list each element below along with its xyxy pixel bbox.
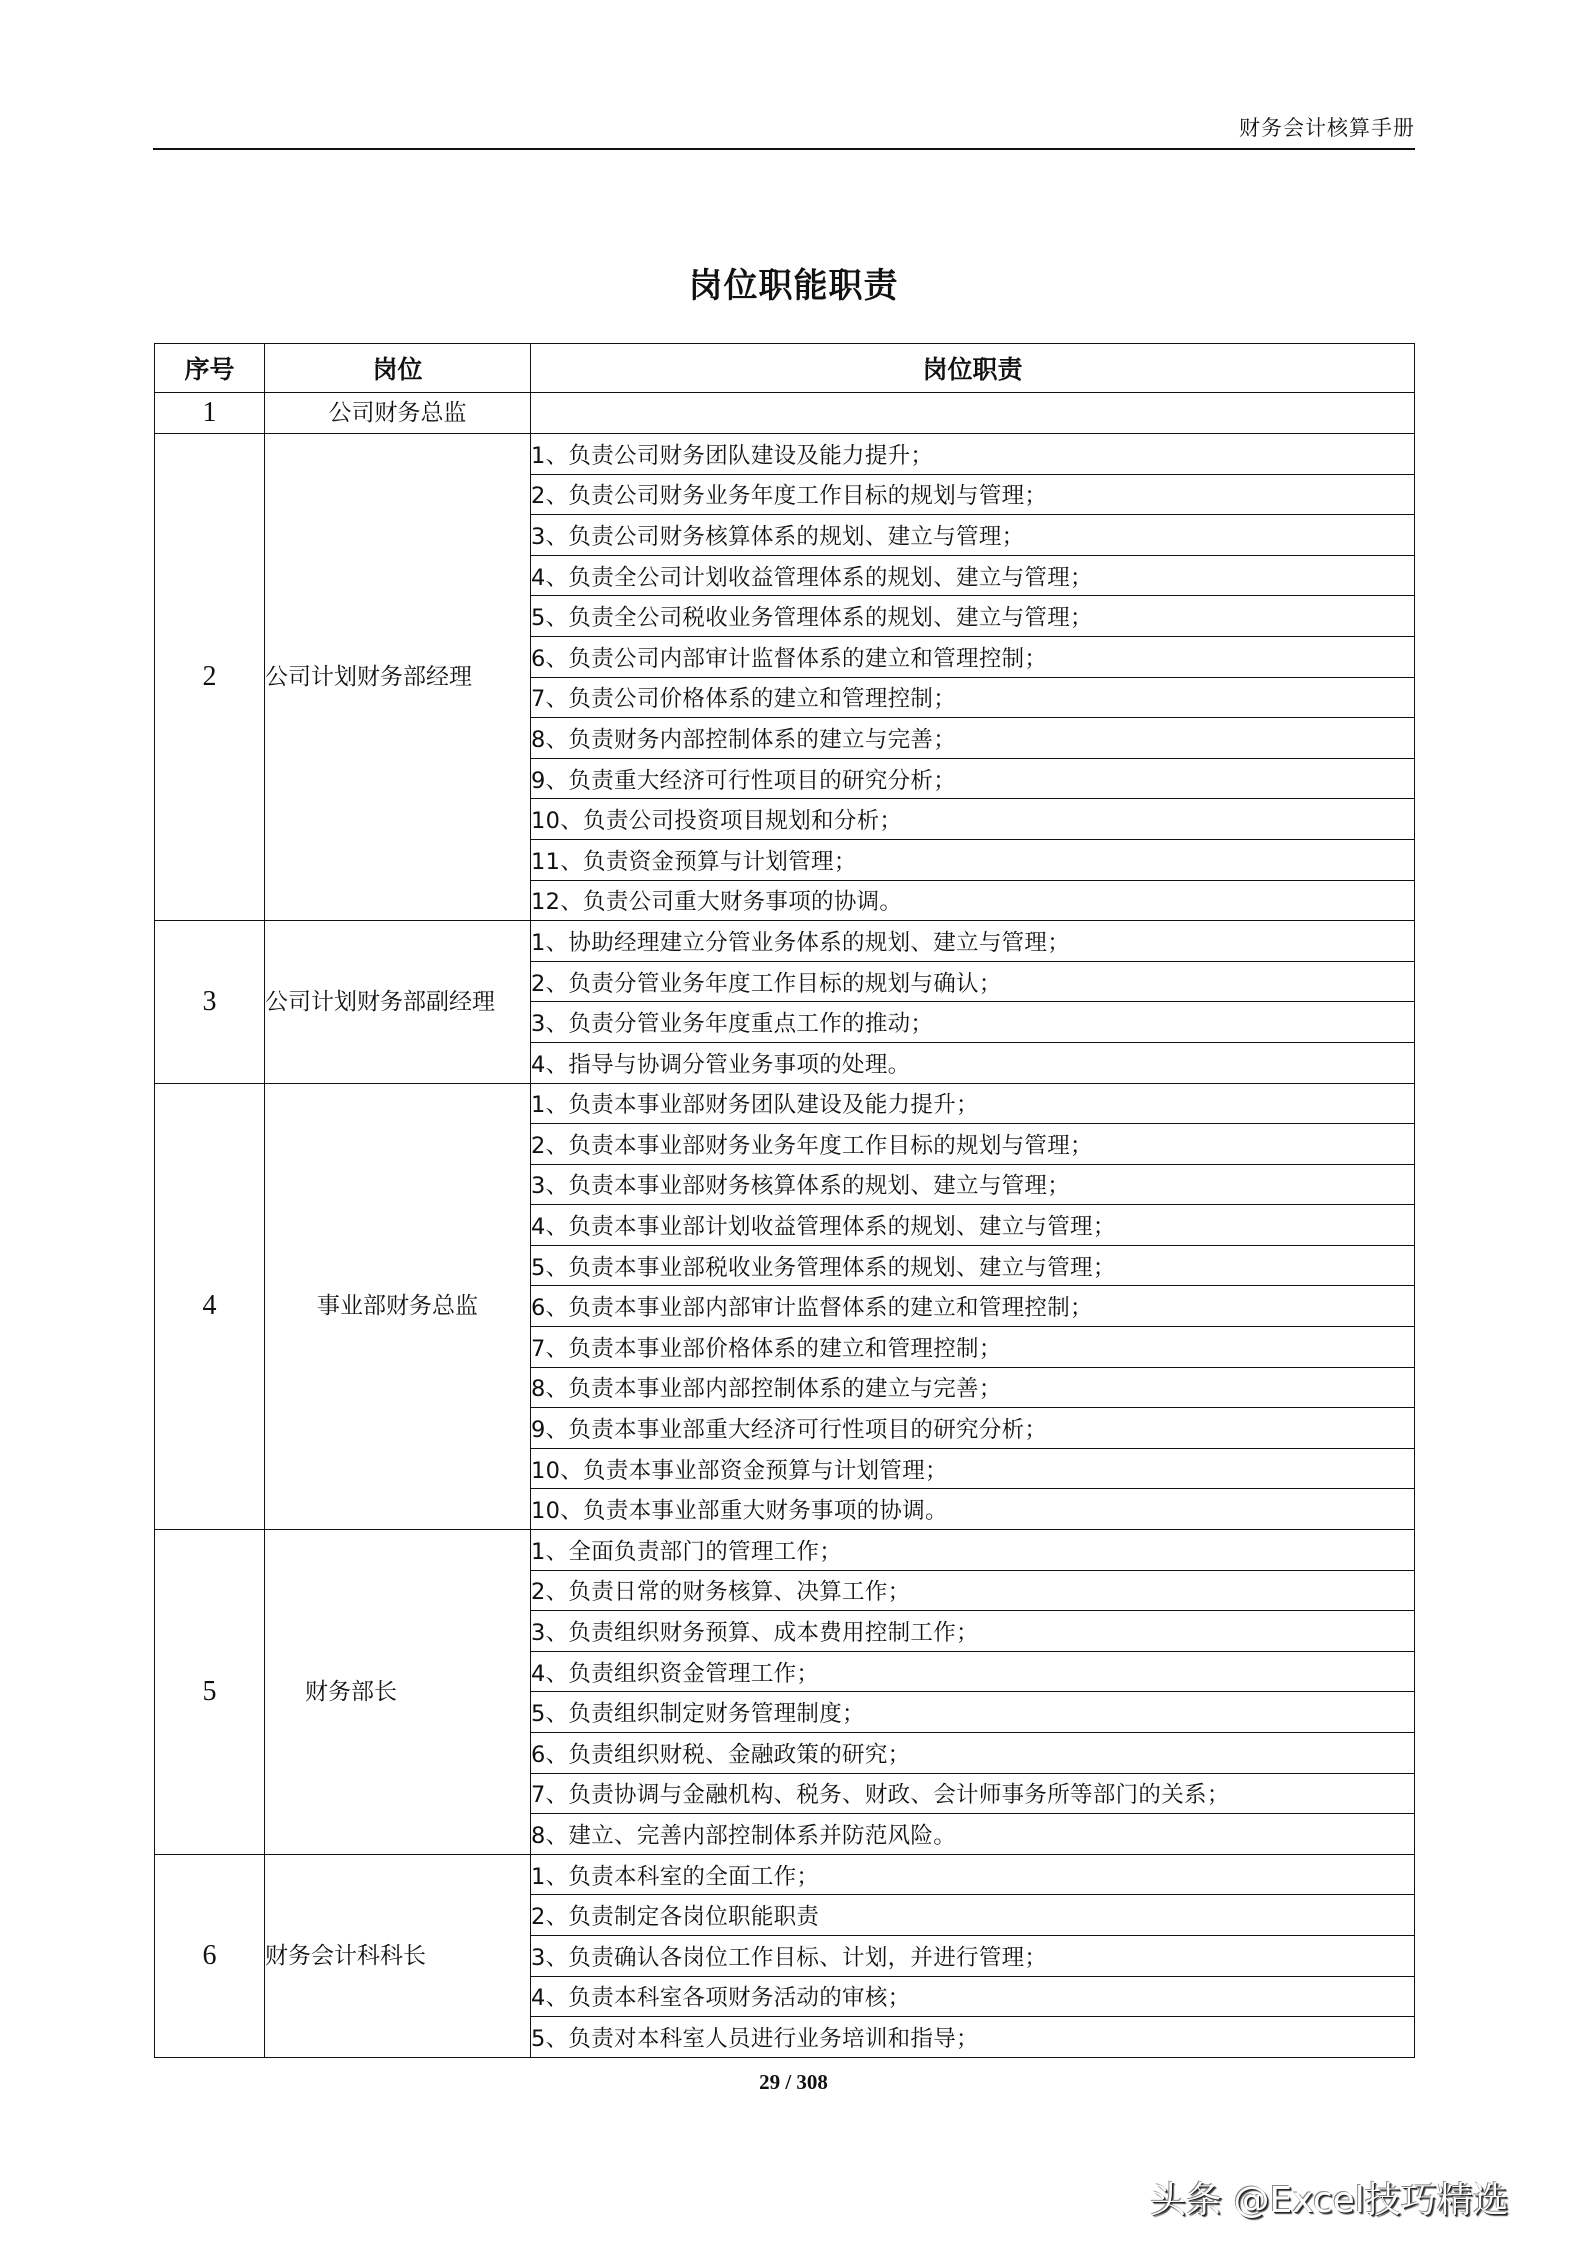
duty-item: 6、负责组织财税、金融政策的研究；	[531, 1733, 1415, 1774]
row-number: 1	[155, 393, 265, 434]
duty-item: 3、负责本事业部财务核算体系的规划、建立与管理；	[531, 1164, 1415, 1205]
duty-item: 2、负责本事业部财务业务年度工作目标的规划与管理；	[531, 1124, 1415, 1165]
duty-item: 3、负责组织财务预算、成本费用控制工作；	[531, 1611, 1415, 1652]
row-number: 6	[155, 1854, 265, 2057]
duty-item: 3、负责确认各岗位工作目标、计划，并进行管理；	[531, 1935, 1415, 1976]
duty-item: 5、负责组织制定财务管理制度；	[531, 1692, 1415, 1733]
duty-item: 4、负责组织资金管理工作；	[531, 1651, 1415, 1692]
column-header-position: 岗位	[265, 344, 531, 393]
table-header-row	[155, 344, 1415, 393]
duty-item: 10、负责本事业部资金预算与计划管理；	[531, 1448, 1415, 1489]
duty-item: 3、负责分管业务年度重点工作的推动；	[531, 1002, 1415, 1043]
duty-item: 10、负责公司投资项目规划和分析；	[531, 799, 1415, 840]
row-number: 5	[155, 1530, 265, 1855]
column-header-no: 序号	[155, 344, 265, 393]
duty-item: 8、建立、完善内部控制体系并防范风险。	[531, 1814, 1415, 1855]
duty-item: 2、负责分管业务年度工作目标的规划与确认；	[531, 961, 1415, 1002]
duty-item: 5、负责全公司税收业务管理体系的规划、建立与管理；	[531, 596, 1415, 637]
duty-item: 1、全面负责部门的管理工作；	[531, 1530, 1415, 1571]
row-number: 3	[155, 921, 265, 1083]
duty-item: 6、负责公司内部审计监督体系的建立和管理控制；	[531, 636, 1415, 677]
position-name: 公司计划财务部副经理	[265, 921, 531, 1083]
duty-item: 1、负责公司财务团队建设及能力提升；	[531, 434, 1415, 475]
duty-item: 8、负责财务内部控制体系的建立与完善；	[531, 718, 1415, 759]
duty-item: 7、负责协调与金融机构、税务、财政、会计师事务所等部门的关系；	[531, 1773, 1415, 1814]
duty-item: 7、负责本事业部价格体系的建立和管理控制；	[531, 1327, 1415, 1368]
duty-item: 12、负责公司重大财务事项的协调。	[531, 880, 1415, 921]
duty-item: 4、负责本科室各项财务活动的审核；	[531, 1976, 1415, 2017]
position-name: 事业部财务总监	[265, 1083, 531, 1530]
duty-item: 10、负责本事业部重大财务事项的协调。	[531, 1489, 1415, 1530]
duty-item: 8、负责本事业部内部控制体系的建立与完善；	[531, 1367, 1415, 1408]
duties-table	[154, 343, 1415, 2058]
manual-title: 财务会计核算手册	[1239, 116, 1415, 140]
duty-item	[531, 393, 1415, 434]
header-rule	[153, 148, 1415, 150]
duty-item: 1、负责本事业部财务团队建设及能力提升；	[531, 1083, 1415, 1124]
duty-item: 2、负责制定各岗位职能职责	[531, 1895, 1415, 1936]
table-row	[155, 434, 1415, 475]
page-number: 29 / 308	[759, 2070, 828, 2094]
duty-item: 5、负责本事业部税收业务管理体系的规划、建立与管理；	[531, 1245, 1415, 1286]
duty-item: 9、负责重大经济可行性项目的研究分析；	[531, 758, 1415, 799]
duty-item: 4、负责本事业部计划收益管理体系的规划、建立与管理；	[531, 1205, 1415, 1246]
running-header	[153, 104, 1415, 150]
duty-item: 2、负责日常的财务核算、决算工作；	[531, 1570, 1415, 1611]
position-name: 公司财务总监	[265, 393, 531, 434]
table-row	[155, 393, 1415, 434]
duty-item: 1、负责本科室的全面工作；	[531, 1854, 1415, 1895]
duty-item: 3、负责公司财务核算体系的规划、建立与管理；	[531, 515, 1415, 556]
position-name: 财务部长	[265, 1530, 531, 1855]
table-row	[155, 921, 1415, 962]
duty-item: 6、负责本事业部内部审计监督体系的建立和管理控制；	[531, 1286, 1415, 1327]
duty-item: 1、协助经理建立分管业务体系的规划、建立与管理；	[531, 921, 1415, 962]
table-row	[155, 1083, 1415, 1124]
row-number: 4	[155, 1083, 265, 1530]
watermark: 头条 @Excel技巧精选	[1150, 2180, 1509, 2221]
page-title: 岗位职能职责	[688, 266, 899, 306]
column-header-duties: 岗位职责	[531, 344, 1415, 393]
table-row	[155, 1854, 1415, 1895]
position-name: 财务会计科科长	[265, 1854, 531, 2057]
position-name: 公司计划财务部经理	[265, 434, 531, 921]
duty-item: 4、指导与协调分管业务事项的处理。	[531, 1042, 1415, 1083]
duty-item: 7、负责公司价格体系的建立和管理控制；	[531, 677, 1415, 718]
duty-item: 5、负责对本科室人员进行业务培训和指导；	[531, 2017, 1415, 2058]
row-number: 2	[155, 434, 265, 921]
duty-item: 9、负责本事业部重大经济可行性项目的研究分析；	[531, 1408, 1415, 1449]
duty-item: 11、负责资金预算与计划管理；	[531, 839, 1415, 880]
table-row	[155, 1530, 1415, 1571]
duty-item: 4、负责全公司计划收益管理体系的规划、建立与管理；	[531, 555, 1415, 596]
duty-item: 2、负责公司财务业务年度工作目标的规划与管理；	[531, 474, 1415, 515]
